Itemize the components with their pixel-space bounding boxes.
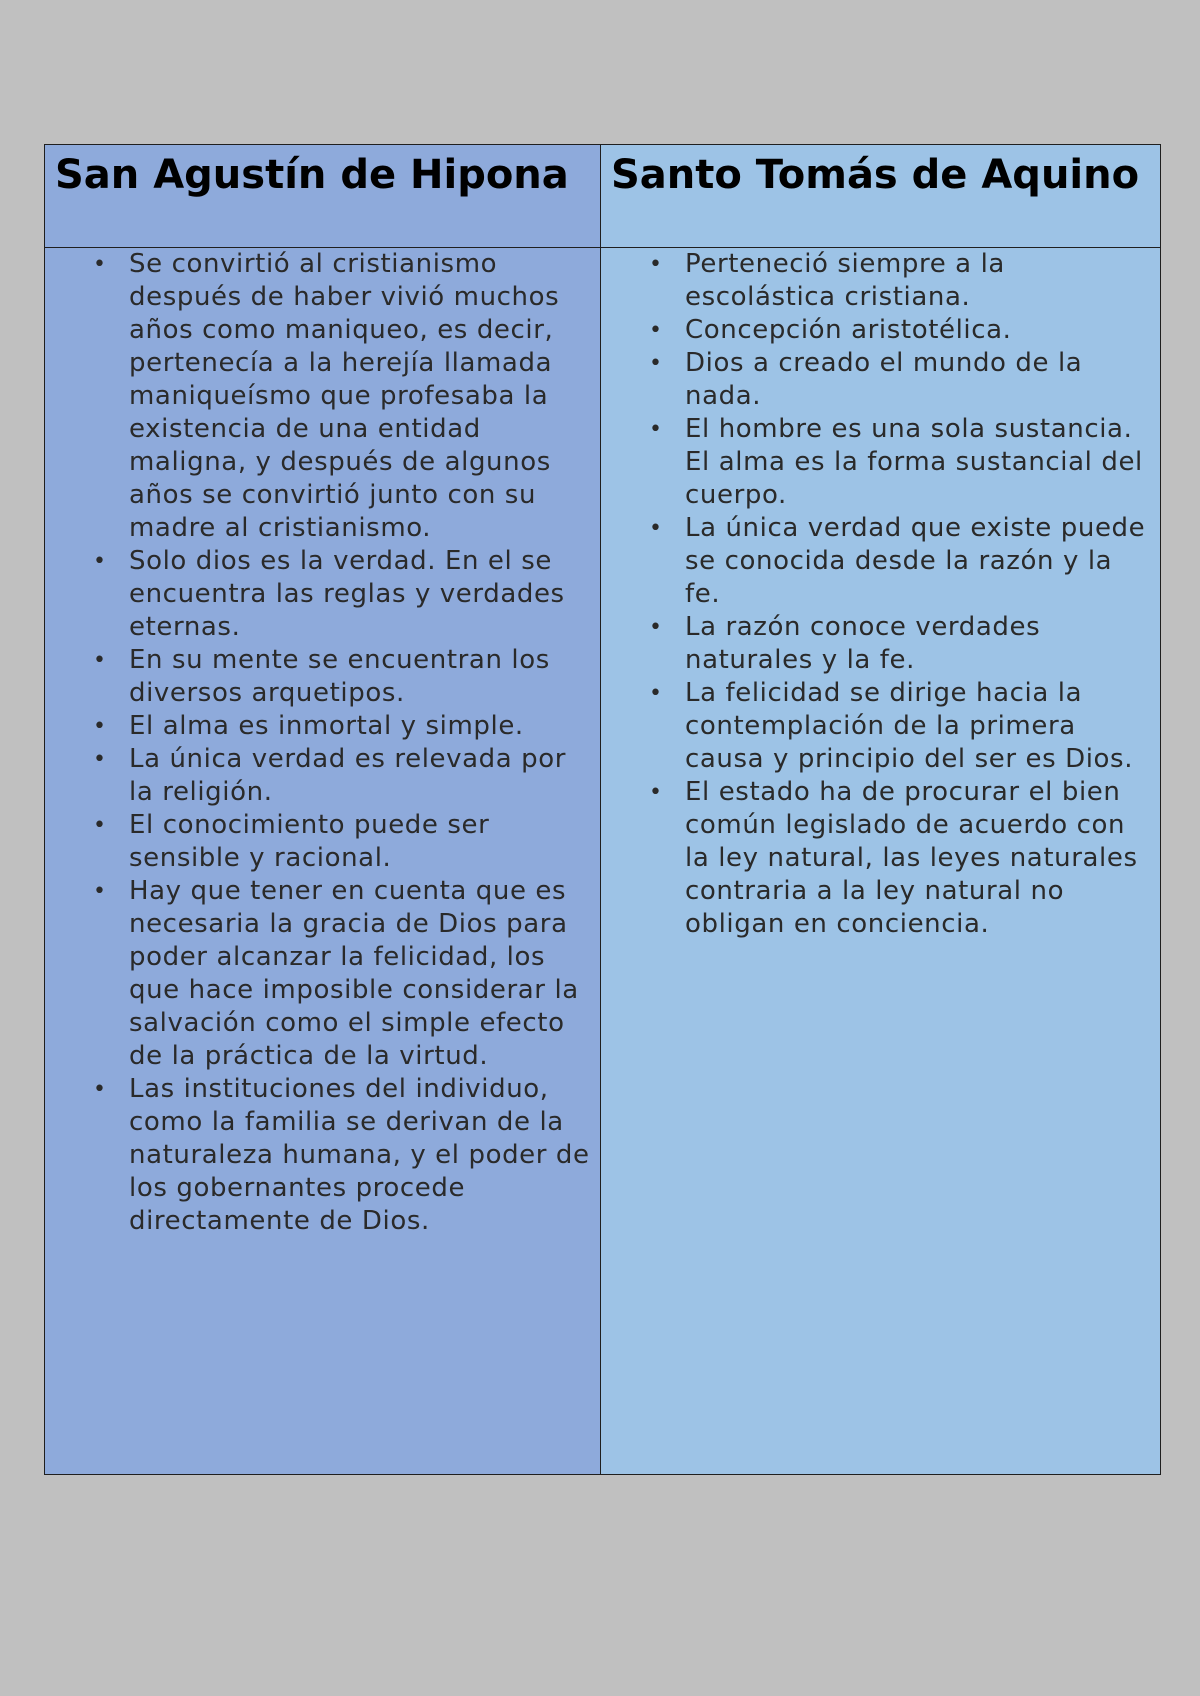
bullet-icon: • <box>649 780 663 805</box>
list-item-text: Perteneció siempre a la escolástica cristiana. <box>685 249 1005 312</box>
list-item <box>649 512 1160 611</box>
comparison-table <box>44 144 1161 1475</box>
list-item <box>93 545 600 644</box>
list-item <box>93 875 600 1073</box>
bullet-icon: • <box>649 252 663 277</box>
bullet-icon: • <box>649 417 663 442</box>
santo-tomas-points-list <box>601 248 1160 941</box>
list-item <box>649 314 1160 347</box>
list-item-text: El estado ha de procurar el bien común legislado de acuerdo con la ley natural, las leyes naturales contraria a la ley natural no obligan en conciencia. <box>685 777 1138 939</box>
list-item-text: Solo dios es la verdad. En el se encuentra las reglas y verdades eternas. <box>129 546 565 642</box>
bullet-icon: • <box>93 1077 107 1102</box>
list-item <box>93 1073 600 1238</box>
content-cell-santo-tomas <box>601 248 1161 1475</box>
list-item <box>93 743 600 809</box>
list-item-text: La felicidad se dirige hacia la contemplación de la primera causa y principio del ser es Dios. <box>685 678 1134 774</box>
list-item <box>93 644 600 710</box>
list-item <box>93 809 600 875</box>
column-heading-santo-tomas: Santo Tomás de Aquino <box>611 152 1140 198</box>
bullet-icon: • <box>93 648 107 673</box>
list-item-text: Se convirtió al cristianismo después de haber vivió muchos años como maniqueo, es decir, pertenecía a la herejía llamada maniqueísmo que profesaba la existencia de una entidad maligna, y después de algunos años se convirtió junto con su madre al cristianismo. <box>129 249 560 543</box>
list-item <box>649 611 1160 677</box>
content-row <box>45 248 1161 1475</box>
bullet-icon: • <box>93 252 107 277</box>
list-item-text: Hay que tener en cuenta que es necesaria la gracia de Dios para poder alcanzar la felicidad, los que hace imposible considerar la salvación como el simple efecto de la práctica de la virtud. <box>129 876 579 1071</box>
bullet-icon: • <box>649 615 663 640</box>
bullet-icon: • <box>649 516 663 541</box>
list-item-text: El alma es inmortal y simple. <box>129 711 524 741</box>
list-item <box>93 248 600 545</box>
header-row <box>45 145 1161 248</box>
list-item-text: En su mente se encuentran los diversos arquetipos. <box>129 645 550 708</box>
list-item <box>649 248 1160 314</box>
list-item-text: El conocimiento puede ser sensible y racional. <box>129 810 490 873</box>
content-cell-san-agustin <box>45 248 601 1475</box>
list-item-text: Las instituciones del individuo, como la familia se derivan de la naturaleza humana, y el poder de los gobernantes procede directamente de Dios. <box>129 1074 590 1236</box>
list-item-text: Concepción aristotélica. <box>685 315 1012 345</box>
bullet-icon: • <box>93 747 107 772</box>
bullet-icon: • <box>93 549 107 574</box>
list-item <box>649 677 1160 776</box>
bullet-icon: • <box>93 879 107 904</box>
list-item-text: La razón conoce verdades naturales y la fe. <box>685 612 1041 675</box>
bullet-icon: • <box>649 351 663 376</box>
list-item-text: La única verdad que existe puede se conocida desde la razón y la fe. <box>685 513 1146 609</box>
list-item-text: Dios a creado el mundo de la nada. <box>685 348 1083 411</box>
list-item <box>649 413 1160 512</box>
list-item-text: La única verdad es relevada por la religión. <box>129 744 567 807</box>
bullet-icon: • <box>93 714 107 739</box>
san-agustin-points-list <box>45 248 600 1238</box>
header-cell-san-agustin <box>45 145 601 248</box>
column-heading-san-agustin: San Agustín de Hipona <box>55 152 569 198</box>
header-cell-santo-tomas <box>601 145 1161 248</box>
list-item <box>93 710 600 743</box>
list-item-text: El hombre es una sola sustancia. El alma es la forma sustancial del cuerpo. <box>685 414 1143 510</box>
bullet-icon: • <box>93 813 107 838</box>
bullet-icon: • <box>649 318 663 343</box>
list-item <box>649 347 1160 413</box>
bullet-icon: • <box>649 681 663 706</box>
list-item <box>649 776 1160 941</box>
